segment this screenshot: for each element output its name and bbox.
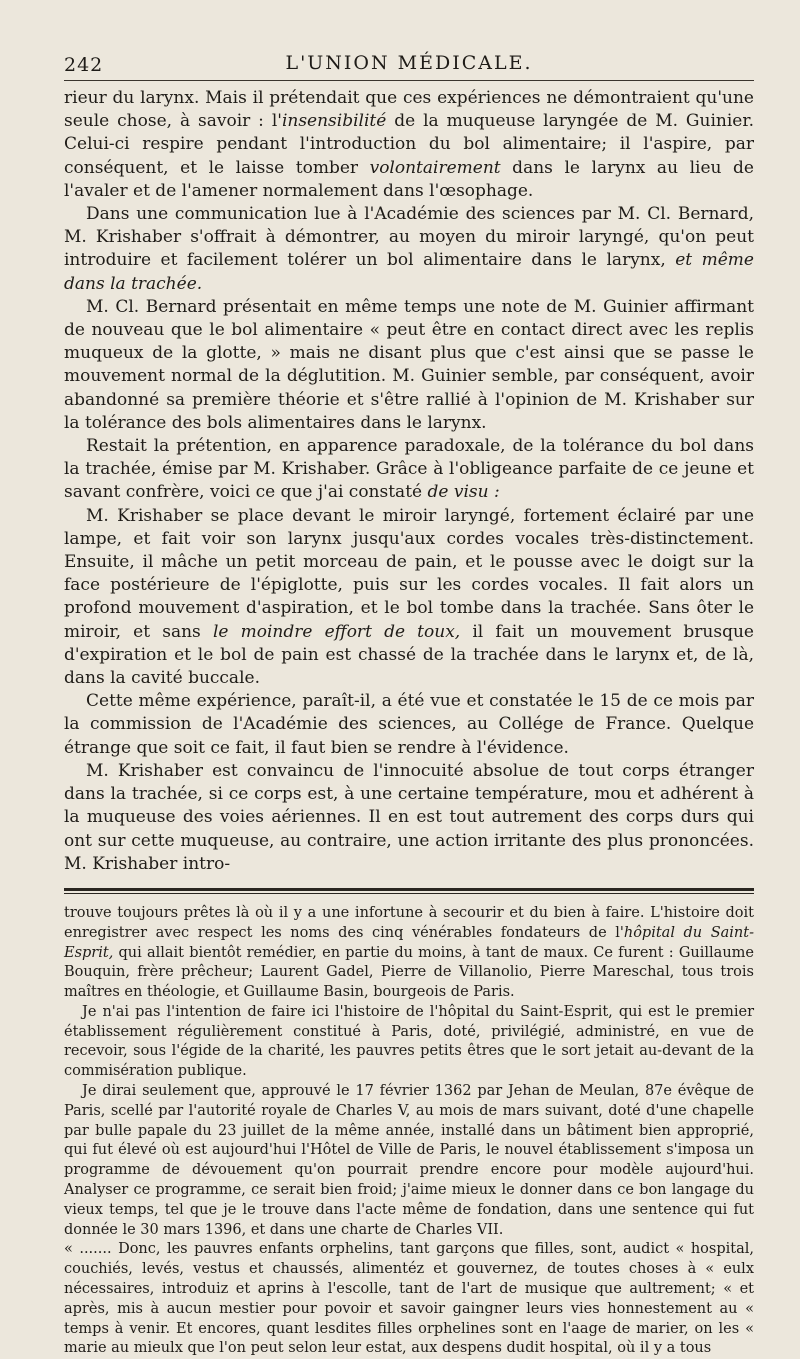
main-paragraph-4: Restait la prétention, en apparence paradoxale, de la tolérance du bol dans la trachée, émise par M. Krishaber. Grâce à l'obligeance parfaite de ce jeune et savant confrère, voici ce que j'ai constaté de visu : bbox=[64, 436, 754, 503]
main-paragraph-6: Cette même expérience, paraît-il, a été vue et constatée le 15 de ce mois par la commission de l'Académie des sciences, au Collége de France. Quelque étrange que soit ce fait, il faut bien se rendre à l'évidence. bbox=[64, 691, 754, 758]
main-paragraph-5: M. Krishaber se place devant le miroir laryngé, fortement éclairé par une lampe, et fait voir son larynx jusqu'aux cordes vocales très-distinctement. Ensuite, il mâche un petit morceau de pain, et le pousse avec le doigt sur la face postérieure de l'épiglotte, puis sur les cordes vocales. Il fait alors un profond mouvement d'aspiration, et le bol tombe dans la trachée. Sans ôter le miroir, et sans le moindre effort de toux, il fait un mouvement brusque d'expiration et le bol de pain est chassé de la trachée dans le larynx et, de là, dans la cavité buccale. bbox=[64, 505, 754, 689]
main-paragraph-3: M. Cl. Bernard présentait en même temps une note de M. Guinier affirmant de nouveau que le bol alimentaire « peut être en contact direct avec les replis muqueux de la glotte, » mais ne disant plus que c'est ainsi que se passe le mouvement normal de la déglutition. M. Guinier semble, par conséquent, avoir abandonné sa première théorie et s'être rallié à l'opinion de M. Krishaber sur la tolérance des bols alimentaires dans le larynx. bbox=[64, 296, 754, 433]
footnote-paragraph-2: Je n'ai pas l'intention de faire ici l'histoire de l'hôpital du Saint-Esprit, qui est le premier établissement régulièrement constitué à Paris, doté, privilégié, administré, en vue de recevoir, sous l'égide de la charité, les pauvres petits êtres que le sort jetait au-devant de la commisération publique. bbox=[64, 1003, 754, 1080]
footnote-paragraph-1: trouve toujours prêtes là où il y a une infortune à secourir et du bien à faire. L'histoire doit enregistrer avec respect les noms des cinq vénérables fondateurs de l'hôpital du Saint-Esprit, qui allait bientôt remédier, en partie du moins, à tant de maux. Ce furent : Guillaume Bouquin, frère prêcheur; Laurent Gadel, Pierre de Villanolio, Pierre Mareschal, tous trois maîtres en théologie, et Guillaume Basin, bourgeois de Paris. bbox=[64, 904, 754, 1001]
page-header bbox=[64, 48, 754, 81]
footnote-quotation: « ....... Donc, les pauvres enfants orphelins, tant garçons que filles, sont, audict « hospital, couchiés, levés, vestus et chaussés, alimentéz et gouvernez, de toutes choses à « eulx nécessaires, introduiz et aprins à l'escolle, tant de l'art de musique que aultrement; « et après, mis à aucun mestier pour povoir et savoir gaingner leurs vies honnestement au « temps à venir. Et encores, quant lesdites filles orphelines sont en l'aage de marier, on les « marie au mieulx que l'on peut selon leur estat, aux despens dudit hospital, où il y a tous bbox=[64, 1241, 754, 1357]
main-paragraph-2: Dans une communication lue à l'Académie des sciences par M. Cl. Bernard, M. Krishaber s'offrait à démontrer, au moyen du miroir laryngé, qu'on peut introduire et facilement tolérer un bol alimentaire dans le larynx, et même dans la trachée. bbox=[64, 204, 754, 294]
footnote-paragraph-3: Je dirai seulement que, approuvé le 17 février 1362 par Jehan de Meulan, 87e évêque de Paris, scellé par l'autorité royale de Charles V, au mois de mars suivant, doté d'une chapelle par bulle papale du 23 juillet de la même année, installé dans un bâtiment bien approprié, qui fut élevé où est aujourd'hui l'Hôtel de Ville de Paris, le nouvel établissement s'imposa un programme de dévouement qu'on pourrait prendre encore pour modèle aujourd'hui. Analyser ce programme, ce serait bien froid; j'aime mieux le donner dans ce bon langage du vieux temps, tel que je le trouve dans l'acte même de fondation, dans une sentence qui fut donnée le 30 mars 1396, et dans une charte de Charles VII. bbox=[64, 1083, 754, 1238]
footnote-separator bbox=[64, 888, 754, 894]
footnotes bbox=[64, 904, 754, 1359]
main-text bbox=[64, 87, 754, 876]
running-title: L'UNION MÉDICALE. bbox=[285, 52, 533, 74]
main-paragraph-1: rieur du larynx. Mais il prétendait que ces expériences ne démontraient qu'une seule chose, à savoir : l'insensibilité de la muqueuse laryngée de M. Guinier. Celui-ci respire pendant l'introduction du bol alimentaire; il l'aspire, par conséquent, et le laisse tomber volontairement dans le larynx au lieu de l'avaler et de l'amener normalement dans l'œsophage. bbox=[64, 88, 754, 201]
main-paragraph-7: M. Krishaber est convaincu de l'innocuité absolue de tout corps étranger dans la trachée, si ce corps est, à une certaine température, mou et adhérent à la muqueuse des voies aériennes. Il en est tout autrement des corps durs qui ont sur cette muqueuse, au contraire, une action irritante des plus prononcées. M. Krishaber intro- bbox=[64, 760, 754, 874]
page-number: 242 bbox=[64, 54, 104, 76]
